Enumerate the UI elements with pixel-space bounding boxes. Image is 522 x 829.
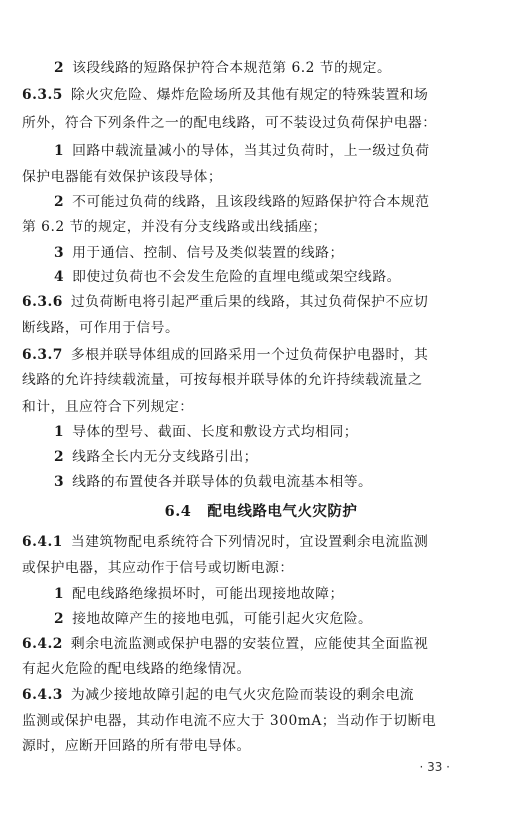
- clause-number: 6.4.3: [22, 687, 63, 703]
- line-text: 当建筑物配电系统符合下列情况时，宜设置剩余电流监测: [70, 534, 429, 550]
- section-title: 配电线路电气火灾防护: [207, 503, 358, 520]
- section-number: 6.4: [164, 503, 192, 520]
- line-text: 保护电器能有效保护该段导体；: [22, 169, 223, 185]
- text-line: [22, 736, 500, 756]
- text-line: [22, 397, 500, 417]
- line-text: 多根并联导体组成的回路采用一个过负荷保护电器时，其: [70, 347, 429, 363]
- line-text: 或保护电器，其应动作于信号或切断电源：: [22, 560, 294, 576]
- text-line: [54, 584, 500, 604]
- text-line: [54, 609, 500, 629]
- line-text: 接地故障产生的接地电弧，可能引起火灾危险。: [72, 611, 373, 627]
- clause-number: 2: [54, 449, 65, 465]
- line-text: 线路的布置使各并联导体的负载电流基本相等。: [72, 474, 373, 490]
- clause-number: 2: [54, 194, 65, 210]
- text-line: [22, 85, 500, 105]
- line-text: 导体的型号、截面、长度和敷设方式均相同；: [72, 424, 359, 440]
- line-text: 过负荷断电将引起严重后果的线路，其过负荷保护不应切: [70, 294, 429, 310]
- page-number: · 33 ·: [419, 760, 450, 774]
- line-text: 用于通信、控制、信号及类似装置的线路；: [72, 245, 344, 261]
- text-line: [22, 292, 500, 312]
- clause-number: 6.4.1: [22, 534, 63, 550]
- text-line: [22, 659, 500, 679]
- line-text: 不可能过负荷的线路，且该段线路的短路保护符合本规范: [72, 194, 430, 210]
- clause-number: 1: [54, 143, 65, 159]
- line-text: 所外，符合下列条件之一的配电线路，可不装设过负荷保护电器：: [22, 115, 437, 131]
- text-line: [22, 167, 500, 187]
- text-line: [54, 243, 500, 263]
- clause-number: 4: [54, 269, 65, 285]
- text-line: [22, 113, 500, 133]
- line-text: 回路中载流量减小的导体，当其过负荷时，上一级过负荷: [72, 143, 430, 159]
- clause-number: 6.3.5: [22, 87, 63, 103]
- clause-number: 1: [54, 586, 65, 602]
- line-text: 配电线路绝缘损坏时，可能出现接地故障；: [72, 586, 344, 602]
- text-line: [54, 141, 500, 161]
- line-text: 监测或保护电器，其动作电流不应大于 300mA；当动作于切断电: [22, 713, 437, 729]
- line-text: 线路的允许持续载流量，可按每根并联导体的允许持续载流量之: [22, 372, 423, 388]
- line-text: 剩余电流监测或保护电器的安装位置，应能使其全面监视: [70, 636, 429, 652]
- clause-number: 6.3.6: [22, 294, 63, 310]
- line-text: 第 6.2 节的规定，并没有分支线路或出线插座；: [22, 219, 327, 235]
- line-text: 即使过负荷也不会发生危险的直埋电缆或架空线路。: [72, 269, 401, 285]
- text-line: [54, 422, 500, 442]
- text-line: [54, 267, 500, 287]
- text-line: [22, 318, 500, 338]
- line-text: 该段线路的短路保护符合本规范第 6.2 节的规定。: [72, 60, 392, 76]
- text-line: [22, 634, 500, 654]
- clause-number: 3: [54, 245, 65, 261]
- line-text: 线路全长内无分支线路引出；: [72, 449, 258, 465]
- clause-number: 2: [54, 611, 65, 627]
- line-text: 和计，且应符合下列规定：: [22, 399, 194, 415]
- line-text: 除火灾危险、爆炸危险场所及其他有规定的特殊装置和场: [70, 87, 429, 103]
- clause-number: 6.3.7: [22, 347, 63, 363]
- text-line: [22, 711, 500, 731]
- clause-number: 2: [54, 60, 65, 76]
- text-line: [22, 532, 500, 552]
- clause-number: 3: [54, 474, 65, 490]
- line-text: 为减少接地故障引起的电气火灾危险而装设的剩余电流: [70, 687, 415, 703]
- text-line: [54, 192, 500, 212]
- text-line: [22, 370, 500, 390]
- line-text: 有起火危险的配电线路的绝缘情况。: [22, 661, 251, 677]
- text-line: [22, 558, 500, 578]
- text-line: [22, 345, 500, 365]
- text-line: [54, 58, 500, 78]
- text-line: [54, 472, 500, 492]
- line-text: 断线路，可作用于信号。: [22, 320, 180, 336]
- line-text: 源时，应断开回路的所有带电导体。: [22, 738, 251, 754]
- clause-number: 6.4.2: [22, 636, 63, 652]
- section-heading: [0, 500, 522, 521]
- text-line: [22, 217, 500, 237]
- text-line: [54, 447, 500, 467]
- text-line: [22, 685, 500, 705]
- clause-number: 1: [54, 424, 65, 440]
